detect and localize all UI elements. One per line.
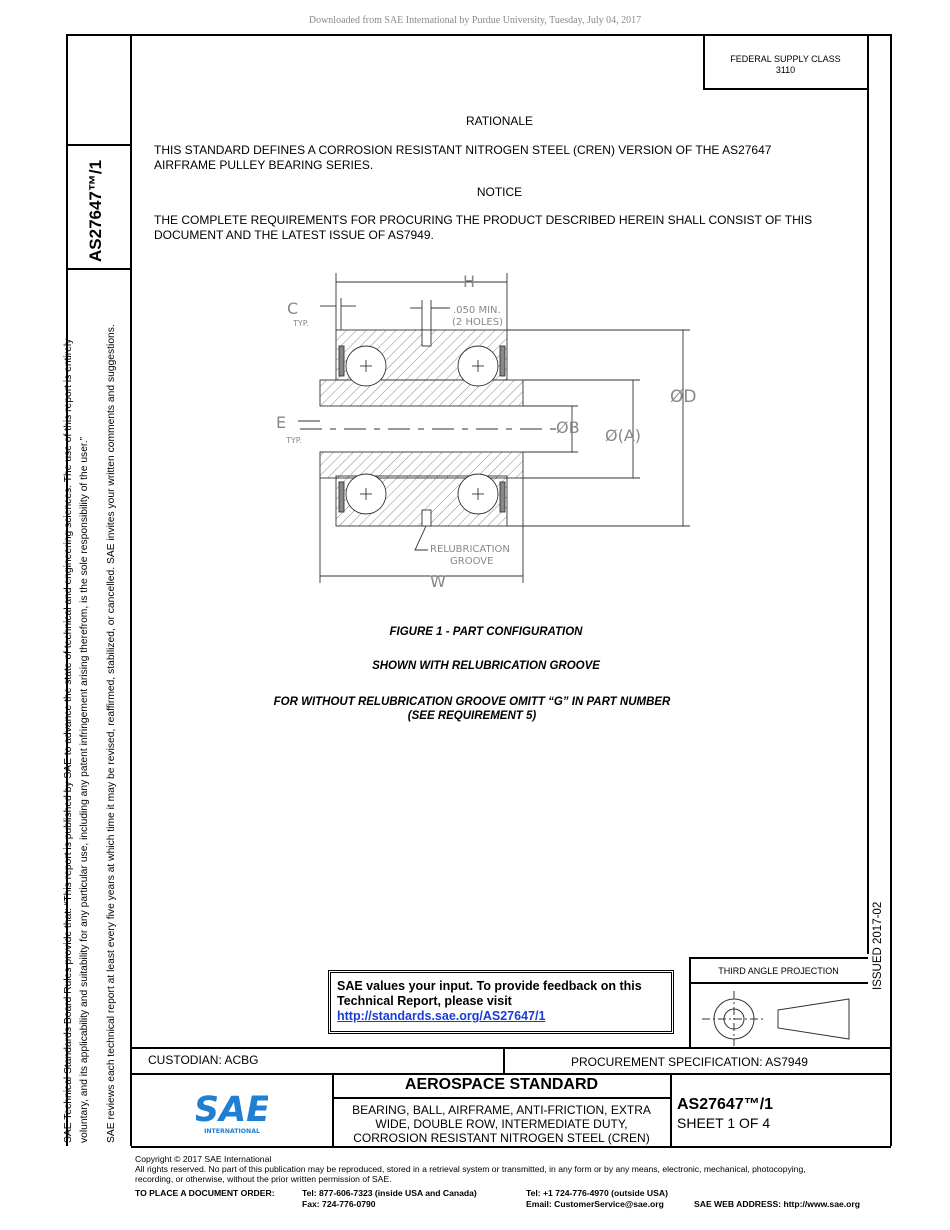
rationale-heading: RATIONALE bbox=[465, 114, 534, 128]
custodian: CUSTODIAN: ACBG bbox=[148, 1053, 259, 1067]
supply-class-line2: 3110 bbox=[775, 65, 796, 75]
projection-box-top bbox=[689, 957, 868, 959]
tel-usa: Tel: 877-606-7323 (inside USA and Canada) bbox=[302, 1188, 477, 1198]
frame-inner-left-line bbox=[130, 34, 132, 1146]
feedback-line2: Technical Report, please visit bbox=[337, 994, 512, 1008]
email: Email: CustomerService@sae.org bbox=[526, 1199, 664, 1209]
sheet-number: SHEET 1 OF 4 bbox=[677, 1115, 771, 1131]
frame-right-line bbox=[890, 34, 892, 1146]
sae-logo-letters: SAE bbox=[196, 1090, 268, 1130]
footer-rights2: recording, or otherwise, without the prior written permission of SAE. bbox=[135, 1174, 392, 1184]
rationale-text bbox=[154, 143, 854, 173]
tel-outside: Tel: +1 724-776-4970 (outside USA) bbox=[526, 1188, 668, 1198]
custodian-divider bbox=[503, 1047, 505, 1074]
title-underline bbox=[332, 1097, 671, 1099]
download-notice: Downloaded from SAE International by Purdue University, Tuesday, July 04, 2017 bbox=[308, 15, 642, 26]
drawing-label-d: ØD bbox=[670, 387, 697, 407]
without-line2: (SEE REQUIREMENT 5) bbox=[407, 710, 537, 722]
description bbox=[333, 1103, 670, 1145]
drawing-label-a: Ø(A) bbox=[605, 426, 642, 445]
doc-number-box-bottom bbox=[66, 268, 131, 270]
drawing-label-e-typ: TYP. bbox=[286, 436, 302, 445]
description-line2: WIDE, DOUBLE ROW, INTERMEDIATE DUTY, bbox=[375, 1117, 628, 1131]
supply-class-line1: FEDERAL SUPPLY CLASS bbox=[730, 54, 841, 64]
doc-number: AS27647™/1 bbox=[677, 1096, 774, 1113]
rationale-line2: AIRFRAME PULLEY BEARING SERIES. bbox=[154, 158, 374, 172]
drawing-label-relub1: RELUBRICATION bbox=[430, 544, 510, 555]
frame-top-line bbox=[66, 34, 891, 36]
sae-logo bbox=[196, 1088, 268, 1136]
description-line1: BEARING, BALL, AIRFRAME, ANTI-FRICTION, EXTRA bbox=[352, 1103, 651, 1117]
description-line3: CORROSION RESISTANT NITROGEN STEEL (CREN) bbox=[353, 1131, 650, 1145]
notice-text bbox=[154, 213, 854, 243]
custodian-row-top bbox=[131, 1047, 891, 1049]
drawing-label-min: .050 MIN. bbox=[453, 305, 501, 316]
drawing-label-b: ØB bbox=[556, 418, 580, 437]
side-notice-line2: voluntary, and its applicability and suitability for any particular use, including any patent infringement arising therefrom, is the sole responsibility of the user.” bbox=[79, 436, 90, 1143]
drawing-label-h: H bbox=[463, 272, 476, 291]
notice-line2: DOCUMENT AND THE LATEST ISSUE OF AS7949. bbox=[154, 228, 434, 242]
title-block-bottom bbox=[131, 1146, 891, 1148]
order-label: TO PLACE A DOCUMENT ORDER: bbox=[135, 1188, 275, 1198]
custodian-row-bottom bbox=[131, 1073, 891, 1075]
drawing-label-w: W bbox=[430, 572, 446, 591]
supply-box-bottom bbox=[703, 88, 868, 90]
without-caption bbox=[132, 695, 812, 723]
drawing-label-relub2: GROOVE bbox=[450, 556, 494, 567]
procurement-spec: PROCUREMENT SPECIFICATION: AS7949 bbox=[571, 1055, 808, 1069]
feedback-line1: SAE values your input. To provide feedback on this bbox=[337, 979, 642, 993]
drawing-label-e: E bbox=[276, 413, 287, 432]
feedback-box bbox=[328, 970, 674, 1034]
fax: Fax: 724-776-0790 bbox=[302, 1199, 376, 1209]
footer bbox=[135, 1154, 885, 1184]
shown-caption: SHOWN WITH RELUBRICATION GROOVE bbox=[372, 660, 600, 672]
sae-logo-icon bbox=[196, 1088, 268, 1136]
feedback-link[interactable]: http://standards.sae.org/AS27647/1 bbox=[337, 1009, 546, 1023]
rationale-line1: THIS STANDARD DEFINES A CORROSION RESISTANT NITROGEN STEEL (CREN) VERSION OF THE AS27647 bbox=[154, 143, 772, 157]
issued-date: ISSUED 2017-02 bbox=[872, 901, 884, 990]
side-notice-line3: SAE reviews each technical report at least every five years at which time it may be revised, reaffirmed, stabilized, or cancelled. SAE invites your written comments and suggestions. bbox=[106, 324, 117, 1143]
footer-copyright: Copyright © 2017 SAE International bbox=[135, 1154, 272, 1164]
doc-divider bbox=[670, 1073, 672, 1147]
third-angle-projection-icon bbox=[694, 988, 864, 1048]
vertical-doc-number: AS27647™/1 bbox=[86, 159, 105, 262]
doc-number-box-top bbox=[66, 144, 131, 146]
projection-label: THIRD ANGLE PROJECTION bbox=[718, 966, 839, 976]
drawing-label-c: C bbox=[287, 299, 299, 318]
figure-caption: FIGURE 1 - PART CONFIGURATION bbox=[389, 626, 583, 638]
web-address: SAE WEB ADDRESS: http://www.sae.org bbox=[694, 1199, 860, 1209]
projection-box-divider bbox=[689, 982, 868, 984]
sae-logo-sub: INTERNATIONAL bbox=[204, 1128, 260, 1135]
supply-class-box bbox=[704, 54, 867, 76]
side-notice-line1: SAE Technical Standards Board Rules provide that: “This report is published by SAE to advance the state of technical and engineering sciences. The use of this report is entirely bbox=[63, 338, 74, 1143]
standard-title: AEROSPACE STANDARD bbox=[404, 1076, 599, 1093]
frame-right-inner-line bbox=[867, 34, 869, 954]
without-line1: FOR WITHOUT RELUBRICATION GROOVE OMITT “G” IN PART NUMBER bbox=[273, 696, 671, 708]
drawing-label-c-typ: TYP. bbox=[293, 319, 309, 328]
notice-line1: THE COMPLETE REQUIREMENTS FOR PROCURING THE PRODUCT DESCRIBED HEREIN SHALL CONSIST OF THIS bbox=[154, 213, 813, 227]
footer-rights1: All rights reserved. No part of this publication may be reproduced, stored in a retrieval system or transmitted, in any form or by any means, electronic, mechanical, photocopying, bbox=[135, 1164, 806, 1174]
bearing-drawing bbox=[260, 268, 700, 598]
notice-heading: NOTICE bbox=[476, 185, 523, 199]
drawing-label-holes: (2 HOLES) bbox=[452, 317, 503, 328]
